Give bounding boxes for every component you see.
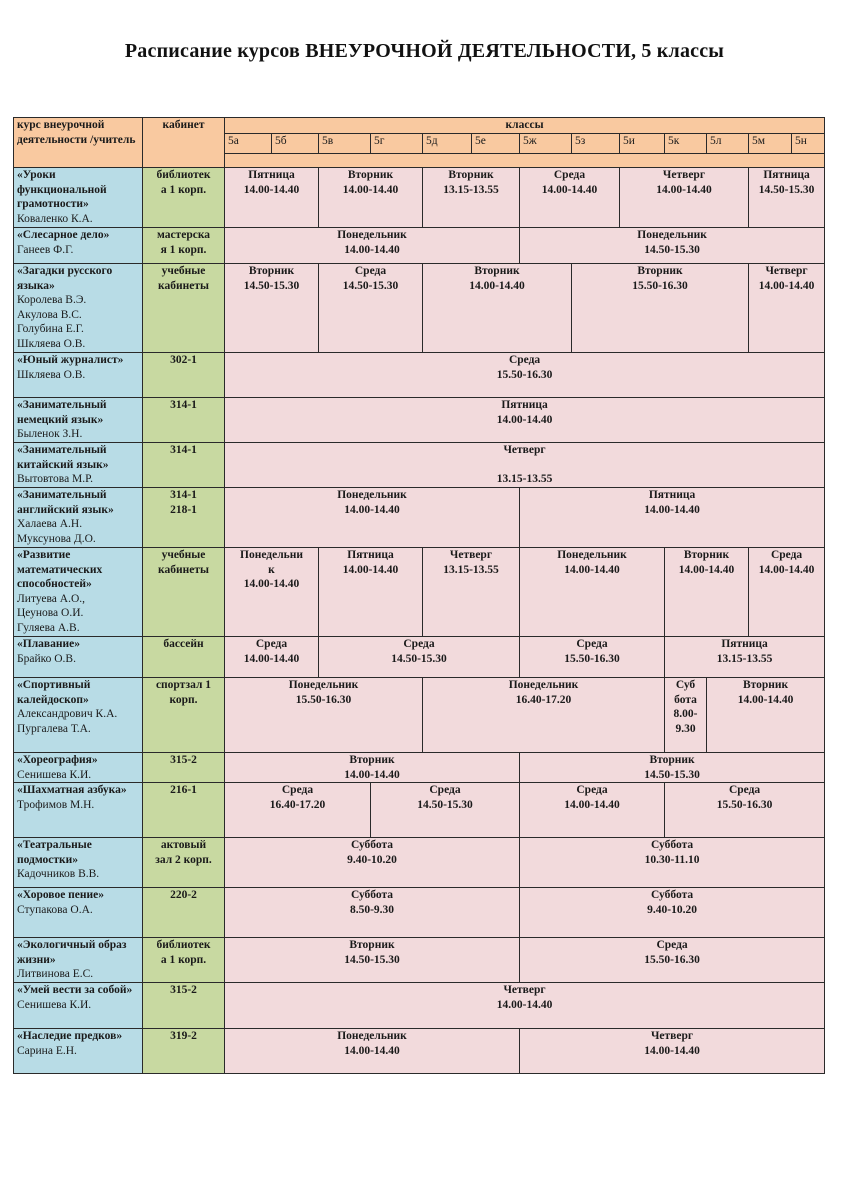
- teacher-name: Кадочников В.В.: [17, 868, 100, 880]
- slot-time: 14.50-15.30: [644, 243, 700, 256]
- course-name: «Экологичный образ жизни»: [17, 939, 127, 966]
- course-name: «Умей вести за собой»: [17, 984, 133, 996]
- table-row: [14, 353, 825, 398]
- slot-day: Вторник: [474, 265, 520, 277]
- course-cell: [14, 753, 143, 783]
- slot-day: Суб бота: [674, 679, 697, 706]
- slot-time: 14.00-14.40: [656, 183, 712, 196]
- course-name: «Спортивный калейдоскоп»: [17, 679, 91, 706]
- schedule-slot: [520, 1029, 825, 1074]
- table-row: [14, 488, 825, 548]
- schedule-slot: [749, 548, 825, 637]
- schedule-slot: [520, 783, 665, 838]
- room-value: 315-2: [170, 754, 197, 766]
- room-value: 314-1: [170, 444, 197, 456]
- slot-day: Пятница: [248, 169, 295, 181]
- room-cell: [143, 838, 225, 888]
- room-value: библиотек а 1 корп.: [156, 939, 211, 966]
- schedule-slot: [225, 398, 825, 443]
- slot-day: Среда: [354, 265, 387, 277]
- slot-time: 14.00-14.40: [678, 563, 735, 576]
- slot-day: Пятница: [763, 169, 810, 181]
- slot-time: 15.50-16.30: [644, 953, 700, 966]
- teacher-name: Сарина Е.Н.: [17, 1044, 77, 1057]
- room-cell: [143, 637, 225, 678]
- schedule-slot: [665, 678, 707, 753]
- slot-day: Понедельник: [337, 489, 407, 501]
- slot-time: 14.00-14.40: [644, 503, 700, 516]
- slot-time: 14.00-14.40: [344, 1044, 400, 1057]
- slot-time: 14.50-15.30: [644, 768, 700, 781]
- table-row: [14, 548, 825, 637]
- course-name: «Юный журналист»: [17, 354, 124, 366]
- schedule-slot: [225, 488, 520, 548]
- course-name: «Хоровое пение»: [17, 889, 105, 901]
- slot-day: Понедельник: [508, 679, 579, 691]
- course-cell: [14, 488, 143, 548]
- course-name: «Занимательный китайский язык»: [17, 444, 109, 471]
- slot-time: 15.50-16.30: [564, 652, 620, 665]
- schedule-slot: [749, 168, 825, 228]
- schedule-slot: [319, 548, 423, 637]
- course-name: «Уроки функциональной грамотности»: [17, 169, 107, 210]
- slot-time: 14.00-14.40: [342, 183, 399, 196]
- slot-time: 13.15-13.55: [716, 652, 773, 665]
- teacher-name: Трофимов М.Н.: [17, 798, 95, 811]
- course-cell: [14, 443, 143, 488]
- teacher-name: Александрович К.А. Пургалева Т.А.: [17, 708, 118, 735]
- slot-time: 14.00-14.40: [342, 563, 399, 576]
- course-cell: [14, 1029, 143, 1074]
- slot-time: 14.00-14.40: [737, 693, 794, 706]
- course-cell: [14, 938, 143, 983]
- slot-time: 13.15-13.55: [496, 472, 553, 485]
- slot-time: 14.50-15.30: [758, 183, 815, 196]
- schedule-slot: [225, 1029, 520, 1074]
- course-cell: [14, 548, 143, 637]
- table-row: [14, 838, 825, 888]
- slot-day: Вторник: [637, 265, 683, 277]
- schedule-slot: [225, 443, 825, 488]
- slot-time: 14.50-15.30: [344, 953, 400, 966]
- class-header-5i: 5и: [620, 134, 665, 154]
- slot-day: Понедельник: [337, 229, 407, 241]
- room-value: бассейн: [163, 638, 204, 650]
- slot-day: Среда: [576, 638, 608, 650]
- slot-time: 15.50-16.30: [496, 368, 553, 381]
- schedule-slot: [665, 637, 825, 678]
- course-cell: [14, 398, 143, 443]
- course-cell: [14, 678, 143, 753]
- slot-time: 14.50-15.30: [417, 798, 473, 811]
- slot-day: Пятница: [501, 399, 548, 411]
- slot-day: Вторник: [347, 169, 394, 181]
- class-header-5n: 5н: [792, 134, 825, 154]
- slot-day: Вторник: [448, 169, 494, 181]
- slot-day: Четверг: [662, 169, 706, 181]
- teacher-name: Коваленко К.А.: [17, 212, 93, 225]
- slot-day: Суббота: [651, 839, 694, 851]
- slot-time: 8.00- 9.30: [673, 708, 698, 735]
- class-header-5b: 5б: [272, 134, 319, 154]
- room-value: 314-1 218-1: [170, 489, 197, 516]
- slot-time: 14.00-14.40: [243, 183, 300, 196]
- slot-time: 13.15-13.55: [443, 183, 499, 196]
- slot-time: 14.00-14.40: [243, 578, 300, 590]
- room-cell: [143, 228, 225, 264]
- slot-time: 9.40-10.20: [347, 853, 397, 866]
- slot-time: 14.00-14.40: [344, 503, 400, 516]
- schedule-slot: [620, 168, 749, 228]
- schedule-slot: [423, 168, 520, 228]
- schedule-slot: [319, 637, 520, 678]
- slot-day: Суббота: [350, 889, 394, 901]
- room-value: учебные кабинеты: [158, 265, 209, 292]
- slot-time: 16.40-17.20: [515, 693, 572, 706]
- slot-day: Четверг: [449, 549, 493, 561]
- slot-day: Суббота: [651, 889, 694, 901]
- room-cell: [143, 1029, 225, 1074]
- course-cell: [14, 637, 143, 678]
- course-name: «Занимательный английский язык»: [17, 489, 114, 516]
- slot-day: Среда: [255, 638, 288, 650]
- class-header-5l: 5л: [707, 134, 749, 154]
- schedule-slot: [572, 264, 749, 353]
- slot-day: Вторник: [349, 754, 395, 766]
- slot-time: 14.00-14.40: [344, 243, 400, 256]
- schedule-slot: [520, 488, 825, 548]
- schedule-slot: [423, 548, 520, 637]
- table-row: [14, 398, 825, 443]
- slot-day: Понедельник: [288, 679, 359, 691]
- schedule-slot: [225, 678, 423, 753]
- table-row: [14, 783, 825, 838]
- slot-time: 15.50-16.30: [716, 798, 773, 811]
- slot-day: Вторник: [649, 754, 695, 766]
- slot-day: Среда: [553, 169, 586, 181]
- course-name: «Хореография»: [17, 754, 98, 766]
- schedule-slot: [225, 938, 520, 983]
- slot-day: Среда: [656, 939, 688, 951]
- slot-time: 14.00-14.40: [344, 768, 400, 781]
- slot-time: 14.00-14.40: [541, 183, 598, 196]
- room-cell: [143, 168, 225, 228]
- slot-time: 14.50-15.30: [243, 279, 300, 292]
- course-name: «Шахматная азбука»: [17, 784, 127, 796]
- slot-day: Среда: [770, 549, 803, 561]
- slot-day: Среда: [281, 784, 314, 796]
- slot-day: Вторник: [742, 679, 789, 691]
- slot-day: Среда: [728, 784, 761, 796]
- page-title: Расписание курсов ВНЕУРОЧНОЙ ДЕЯТЕЛЬНОСТИ, 5 классы: [124, 40, 725, 62]
- teacher-name: Быленок З.Н.: [17, 428, 83, 440]
- room-value: 302-1: [170, 354, 197, 366]
- slot-time: 14.00-14.40: [469, 279, 525, 292]
- room-value: учебные кабинеты: [158, 549, 209, 576]
- course-cell: [14, 888, 143, 938]
- room-cell: [143, 548, 225, 637]
- teacher-name: Вытовтова М.Р.: [17, 473, 93, 485]
- course-cell: [14, 264, 143, 353]
- schedule-slot: [423, 678, 665, 753]
- class-header-5v: 5в: [319, 134, 371, 154]
- slot-day: Четверг: [503, 444, 546, 456]
- slot-day: Вторник: [683, 549, 730, 561]
- teacher-name: Брайко О.В.: [17, 652, 76, 665]
- slot-time: 14.00-14.40: [496, 998, 553, 1011]
- slot-time: 14.00-14.40: [243, 652, 300, 665]
- schedule-slot: [520, 228, 825, 264]
- class-header-5zh: 5ж: [520, 134, 572, 154]
- schedule-slot: [520, 548, 665, 637]
- room-value: 220-2: [170, 889, 197, 901]
- slot-day: Понедельник: [337, 1030, 407, 1042]
- teacher-name: Шкляева О.В.: [17, 368, 86, 381]
- slot-day: Понедельник: [637, 229, 707, 241]
- course-name: «Слесарное дело»: [17, 229, 110, 241]
- room-value: 315-2: [170, 984, 197, 996]
- schedule-slot: [225, 838, 520, 888]
- teacher-name: Халаева А.Н. Муксунова Д.О.: [17, 518, 96, 545]
- classes-header: классы: [225, 118, 825, 134]
- slot-day: Четверг: [503, 984, 546, 996]
- class-header-5m: 5м: [749, 134, 792, 154]
- room-cell: [143, 938, 225, 983]
- slot-time: 8.50-9.30: [349, 903, 395, 916]
- slot-day: Понедельник: [557, 549, 627, 561]
- table-row: [14, 753, 825, 783]
- course-name: «Загадки русского языка»: [17, 265, 113, 292]
- schedule-slot: [520, 637, 665, 678]
- slot-day: Понедельни к: [240, 549, 303, 576]
- slot-time: 14.00-14.40: [644, 1044, 700, 1057]
- slot-time: 14.00-14.40: [758, 279, 815, 292]
- schedule-slot: [371, 783, 520, 838]
- schedule-slot: [520, 938, 825, 983]
- table-row: [14, 228, 825, 264]
- class-header-5z: 5з: [572, 134, 620, 154]
- room-cell: [143, 888, 225, 938]
- course-cell: [14, 228, 143, 264]
- schedule-slot: [520, 838, 825, 888]
- schedule-slot: [225, 983, 825, 1029]
- slot-day: Пятница: [648, 489, 696, 501]
- slot-time: 15.50-16.30: [632, 279, 688, 292]
- slot-day: Среда: [576, 784, 608, 796]
- class-header-5a: 5а: [225, 134, 272, 154]
- room-cell: [143, 264, 225, 353]
- table-row: [14, 637, 825, 678]
- course-cell: [14, 983, 143, 1029]
- course-cell: [14, 168, 143, 228]
- schedule-slot: [225, 783, 371, 838]
- slot-time: 14.50-15.30: [391, 652, 447, 665]
- table-row: [14, 938, 825, 983]
- room-value: спортзал 1 корп.: [155, 679, 212, 706]
- schedule-table: [13, 117, 825, 1074]
- schedule-slot: [520, 753, 825, 783]
- schedule-slot: [225, 548, 319, 637]
- room-value: 319-2: [170, 1030, 197, 1042]
- slot-day: Среда: [403, 638, 435, 650]
- room-value: 314-1: [170, 399, 197, 411]
- table-row: [14, 168, 825, 228]
- schedule-slot: [520, 888, 825, 938]
- schedule-slot: [423, 264, 572, 353]
- slot-time: 14.00-14.40: [496, 413, 553, 426]
- room-cell: [143, 783, 225, 838]
- slot-time: 14.50-15.30: [342, 279, 399, 292]
- schedule-slot: [225, 228, 520, 264]
- schedule-slot: [225, 637, 319, 678]
- teacher-name: Королева В.Э. Акулова В.С. Голубина Е.Г. Шкляева О.В.: [17, 294, 87, 350]
- course-name: «Театральные подмостки»: [17, 839, 92, 866]
- room-value: мастерска я 1 корп.: [156, 229, 211, 256]
- slot-time: 9.40-10.20: [647, 903, 697, 916]
- class-header-5e: 5е: [472, 134, 520, 154]
- slot-time: 14.00-14.40: [758, 563, 815, 576]
- schedule-slot: [319, 264, 423, 353]
- schedule-slot: [225, 888, 520, 938]
- schedule-slot: [225, 753, 520, 783]
- schedule-slot: [225, 353, 825, 398]
- course-name: «Плавание»: [17, 638, 80, 650]
- course-cell: [14, 783, 143, 838]
- slot-time: 15.50-16.30: [295, 693, 352, 706]
- room-cell: [143, 753, 225, 783]
- room-cell: [143, 678, 225, 753]
- slot-day: Четверг: [765, 265, 808, 277]
- table-row: [14, 983, 825, 1029]
- teacher-name: Сенишева К.И.: [17, 998, 92, 1011]
- teacher-name: Литуева А.О., Цеунова О.И. Гуляева А.В.: [17, 592, 86, 634]
- schedule-slot: [665, 783, 825, 838]
- teacher-name: Литвинова Е.С.: [17, 968, 94, 980]
- room-cell: [143, 488, 225, 548]
- course-cell: [14, 353, 143, 398]
- course-name: «Наследие предков»: [17, 1030, 123, 1042]
- slot-time: 14.00-14.40: [564, 563, 620, 576]
- table-row: [14, 443, 825, 488]
- schedule-slot: [707, 678, 825, 753]
- table-row: [14, 888, 825, 938]
- header-row: [14, 118, 825, 134]
- course-cell: [14, 838, 143, 888]
- room-cell: [143, 443, 225, 488]
- slot-day: Вторник: [349, 939, 395, 951]
- schedule-slot: [665, 548, 749, 637]
- course-name: «Развитие математических способностей»: [17, 549, 103, 590]
- slot-day: Вторник: [248, 265, 295, 277]
- class-header-5g: 5г: [371, 134, 423, 154]
- slot-day: Четверг: [650, 1030, 694, 1042]
- room-cell: [143, 353, 225, 398]
- schedule-slot: [225, 264, 319, 353]
- schedule-slot: [319, 168, 423, 228]
- room-column-header: кабинет: [143, 118, 225, 168]
- schedule-slot: [225, 168, 319, 228]
- course-name: «Занимательный немецкий язык»: [17, 399, 107, 426]
- slot-day: Пятница: [721, 638, 768, 650]
- slot-time: 16.40-17.20: [269, 798, 326, 811]
- teacher-name: Ступакова О.А.: [17, 903, 93, 916]
- table-row: [14, 264, 825, 353]
- header-spacer: [225, 154, 825, 168]
- room-value: актовый зал 2 корп.: [155, 839, 212, 866]
- slot-day: Среда: [508, 354, 541, 366]
- slot-day: Среда: [429, 784, 461, 796]
- slot-time: 13.15-13.55: [443, 563, 499, 576]
- room-value: библиотек а 1 корп.: [156, 169, 211, 196]
- slot-time: 14.00-14.40: [564, 798, 620, 811]
- schedule-slot: [749, 264, 825, 353]
- teacher-name: Ганеев Ф.Г.: [17, 243, 74, 256]
- course-column-header: курс внеурочной деятельности /учитель: [14, 118, 143, 168]
- room-cell: [143, 983, 225, 1029]
- table-row: [14, 1029, 825, 1074]
- slot-day: Суббота: [350, 839, 394, 851]
- teacher-name: Сенишева К.И.: [17, 768, 92, 781]
- schedule-slot: [520, 168, 620, 228]
- class-header-5d: 5д: [423, 134, 472, 154]
- room-cell: [143, 398, 225, 443]
- slot-day: Пятница: [347, 549, 394, 561]
- table-row: [14, 678, 825, 753]
- room-value: 216-1: [170, 784, 197, 796]
- class-header-5k: 5к: [665, 134, 707, 154]
- slot-time: 10.30-11.10: [644, 853, 700, 866]
